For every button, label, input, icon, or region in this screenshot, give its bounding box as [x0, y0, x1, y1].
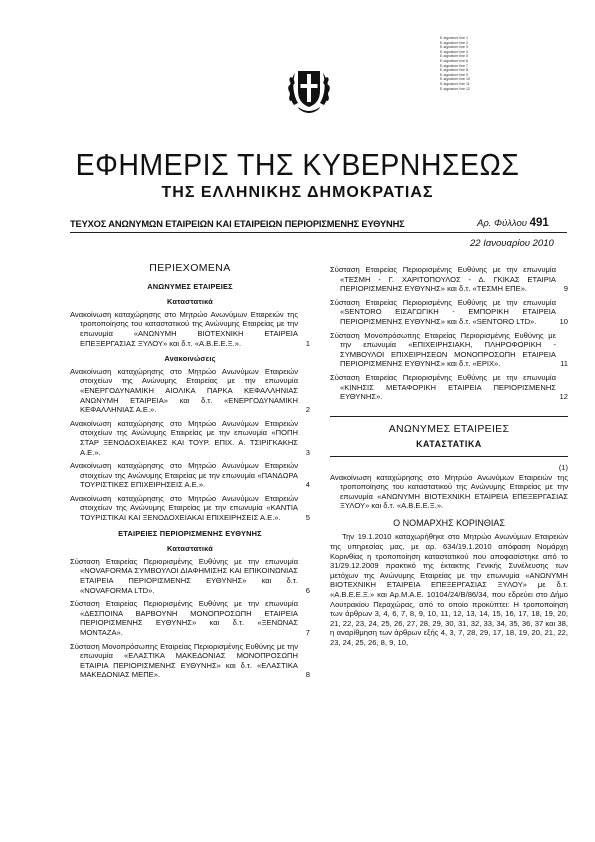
signature-stamp: [440, 36, 510, 91]
toc-entry-page: 7: [305, 628, 310, 637]
toc-entry-page: 12: [559, 392, 568, 402]
toc-section-subheading: Καταστατικά: [166, 544, 213, 554]
stamp-line: E-signature line 6: [440, 58, 468, 63]
toc-entry[interactable]: [70, 557, 310, 595]
toc-entry-page: 4: [305, 480, 310, 490]
header-rule: [70, 232, 567, 233]
toc-entry-page: 10: [559, 316, 568, 326]
toc-entry[interactable]: [70, 461, 310, 490]
announcement-title: Ανακοίνωση καταχώρησης στο Μητρώο Ανωνύμων Εταιρειών της τροποποίησης του καταστατικού της Ανώνυμης Εταιρείας με την επωνυμία «ΑΝΩΝΥΜΗ ΒΙΟΤΕΧΝΙΚΗ ΕΤΑΙΡΕΙΑ ΕΠΕΞΕΡΓΑΣΙΑΣ ΞΥΛΟΥ» και δ.τ. «Α.Β.Ε.Ε.Ξ.».: [330, 472, 568, 511]
toc-entry-page: 1: [305, 338, 310, 348]
toc-entry[interactable]: [70, 310, 310, 348]
prefect-heading: Ο ΝΟΜΑΡΧΗΣ ΚΟΡΙΝΘΙΑΣ: [393, 517, 505, 528]
gazette-subtitle: ΤΗΣ ΕΛΛΗΝΙΚΗΣ ΔΗΜΟΚΡΑΤΙΑΣ: [161, 184, 434, 201]
toc-entry-text: Ανακοίνωση καταχώρησης στο Μητρώο Ανωνύμων Εταιρειών της τροποποίησης του καταστατικού της Ανώνυμης Εταιρείας με την επωνυμία «ΑΝΩΝΥΜΗ ΒΙΟΤΕΧΝΙΚΗ ΕΤΑΙΡΕΙΑ ΕΠΕΞΕΡΓΑΣΙΑΣ ΞΥΛΟΥ» και δ.τ. «Α.Β.Ε.Ε.Ξ.».: [70, 309, 298, 348]
toc-entry-text: Ανακοίνωση καταχώρησης στο Μητρώο Ανωνύμων Εταιρειών στοιχείων της Ανώνυμης Εταιρείας με την επωνυμία «ΠΟΠΗ ΣΤΑΡ ΞΕΝΟΔΟΧΕΙΑΚΕΣ ΚΑΙ ΤΟΥΡ. ΕΠΙΧ. Α. ΤΣΙΡΙΓΚΑΚΗΣ Α.Ε.».: [70, 418, 298, 457]
stamp-line: E-signature line 7: [440, 63, 468, 68]
stamp-line: E-signature line 8: [440, 68, 468, 73]
stamp-line: E-signature line 2: [440, 40, 468, 45]
toc-entry-text: Ανακοίνωση καταχώρησης στο Μητρώο Ανωνύμων Εταιρειών στοιχείων της Ανώνυμης Εταιρείας με την επωνυμία «ΚΑΝΤΙΑ ΤΟΥΡΙΣΤΙΚΑΙ ΚΑΙ ΞΕΝΟΔΟΧΕΙΑΚΑΙ ΕΠΙΧΕΙΡΗΣΕΙΣ Α.Ε.».: [70, 493, 298, 523]
toc-section-subheading: Ανακοινώσεις: [164, 354, 216, 364]
toc-entry[interactable]: [70, 494, 310, 523]
stamp-line: E-signature line 10: [440, 77, 470, 82]
right-column: [330, 265, 568, 648]
toc-entry[interactable]: [330, 373, 568, 402]
toc-entry-page: 11: [560, 359, 568, 369]
toc-section-heading: ΕΤΑΙΡΕΙΕΣ ΠΕΡΙΟΡΙΣΜΕΝΗΣ ΕΥΘΥΝΗΣ: [118, 528, 262, 538]
body-paragraph: Την 19.1.2010 καταχωρήθηκε στο Μητρώο Ανωνύμων Εταιρειών της υπηρεσίας μας, με αρ. 634/19.1.2010 απόφαση Νομάρχη Κορινθίας η τροποποίηση καταστατικού που αποφασίστηκε από το 31/29.12.2009 πρακτικό της έκτακτης Γενικής Συνέλευσης των μετόχων της Ανώνυμης Εταιρείας με την επωνυμία «ΑΝΩΝΥΜΗ ΒΙΟΤΕΧΝΙΚΗ ΕΤΑΙΡΕΙΑ ΕΠΕΞΕΡΓΑΣΙΑΣ ΞΥΛΟΥ» με δ.τ. «Α.Β.Ε.Ε.Ξ.» και Αρ.Μ.Α.Ε. 10104/24/Β/86/34, που εδρεύει στο Δήμο Λουτρακίου Περαχώρας, από το οποίο προκύπτει: Η τροποποίηση των άρθρων 3, 4, 6, 7, 8, 9, 10, 11, 12, 13, 14, 15, 16, 17, 18, 19, 20, 21, 22, 23, 24, 25, 26, 27, 28, 29, 30, 31, 32, 33, 34, 35, 36, 37 και 38, η αναρίθμηση των άρθρων εξής 4, 3, 7, 28, 29, 17, 18, 19, 20, 21, 22, 23, 24, 25, 26, 8, 9, 10,: [330, 532, 568, 647]
stamp-line: E-signature line 11: [440, 81, 470, 86]
toc-entry-page: 3: [305, 447, 310, 457]
issue-date: 22 Ιανουαρίου 2010: [470, 238, 554, 249]
toc-entry-page: 5: [305, 513, 310, 523]
body-section-subheading: ΚΑΤΑΣΤΑΤΙΚΑ: [330, 440, 568, 457]
toc-entry[interactable]: [330, 265, 568, 294]
stamp-line: E-signature line 3: [440, 45, 468, 50]
toc-entry[interactable]: [330, 298, 568, 327]
stamp-line: E-signature line 4: [440, 49, 468, 54]
toc-section-subheading: Καταστατικά: [166, 297, 213, 307]
toc-entry-text: Σύσταση Εταιρείας Περιορισμένης Ευθύνης με την επωνυμία «NOVAFORMA ΣΥΜΒΟΥΛΟΙ ΔΙΑΦΗΜΙΣΗΣ ΚΑΙ ΕΠΙΚΟΙΝΩΝΙΑΣ ΕΤΑΙΡΕΙΑ ΠΕΡΙΟΡΙΣΜΕΝΗΣ ΕΥΘΥΝΗΣ» και δ.τ. «NOVAFORMA LTD».: [70, 556, 298, 595]
toc-entry-text: Ανακοίνωση καταχώρησης στο Μητρώο Ανωνύμων Εταιρειών στοιχείων της Ανώνυμης Εταιρείας με την επωνυμία «ΠΑΝΔΩΡΑ ΤΟΥΡΙΣΤΙΚΕΣ ΕΠΙΧΕΙΡΗΣΕΙΣ Α.Ε.».: [70, 461, 298, 490]
toc-entry-page: 9: [563, 284, 568, 294]
toc-column-left: [70, 264, 310, 684]
article-number: (1): [558, 462, 568, 472]
toc-entry[interactable]: [70, 419, 310, 457]
toc-entry-text: Σύσταση Μονοπρόσωπης Εταιρείας Περιορισμένης Ευθύνης με την επωνυμία «ΕΛΑΣΤΙΚΑ ΜΑΚΕΔΟΝΙΑΣ ΜΟΝΟΠΡΟΣΩΠΗ ΕΤΑΙΡΙΑ ΠΕΡΙΟΡΙΣΜΕΝΗΣ ΕΥΘΥΝΗΣ» και δ.τ. «ΕΛΑΣΤΙΚΑ ΜΑΚΕΔΟΝΙΑΣ ΜΕΠΕ».: [70, 641, 298, 680]
sheet-label: Αρ. Φύλλου: [477, 218, 527, 229]
toc-entry-continued[interactable]: [70, 642, 310, 680]
stamp-line: E-signature line 1: [440, 36, 468, 40]
toc-entry-text: Σύσταση Εταιρείας Περιορισμένης Ευθύνης με την επωνυμία «SENTORO ΕΙΣΑΓΩΓΙΚΗ - ΕΜΠΟΡΙΚΗ ΕΤΑΙΡΕΙΑ ΠΕΡΙΟΡΙΣΜΕΝΗΣ ΕΥΘΥΝΗΣ» και δ.τ. «SENTORO LTD».: [330, 297, 556, 326]
toc-entry[interactable]: [330, 331, 568, 369]
issue-type: ΤΕΥΧΟΣ ΑΝΩΝΥΜΩΝ ΕΤΑΙΡΕΙΩΝ ΚΑΙ ΕΤΑΙΡΕΙΩΝ ΠΕΡΙΟΡΙΣΜΕΝΗΣ ΕΥΘΥΝΗΣ: [70, 219, 405, 229]
toc-entry-text: Σύσταση Εταιρείας Περιορισμένης Ευθύνης με την επωνυμία «ΤΕΣΜΗ - Γ. ΧΑΡΙΤΟΠΟΥΛΟΣ - Δ. ΓΚΙΚΑΣ ΕΤΑΙΡΙΑ ΠΕΡΙΟΡΙΣΜΕΝΗΣ ΕΥΘΥΝΗΣ» και δ.τ. «ΤΕΣΜΗ ΕΠΕ».: [330, 265, 556, 294]
toc-entry-text: Σύσταση Εταιρείας Περιορισμένης Ευθύνης με την επωνυμία «ΔΕΣΠΟΙΝΑ ΒΑΡΒΟΥΝΗ ΜΟΝΟΠΡΟΣΩΠΗ ΕΤΑΙΡΕΙΑ ΠΕΡΙΟΡΙΣΜΕΝΗΣ ΕΥΘΥΝΗΣ» και δ.τ. «ΞΕΝΩΝΑΣ ΜΟΝΤΑΖΑ».: [70, 599, 298, 637]
body-section-heading: ΑΝΩΝΥΜΕΣ ΕΤΑΙΡΕΙΕΣ: [330, 416, 568, 435]
toc-entry[interactable]: [70, 367, 310, 415]
coat-of-arms-icon: [286, 61, 332, 117]
toc-entry-text: Σύσταση Εταιρείας Περιορισμένης Ευθύνης με την επωνυμία «ΚΙΝΗΣΙΣ ΜΕΤΑΦΟΡΙΚΗ ΕΤΑΙΡΕΙΑ ΠΕΡΙΟΡΙΣΜΕΝΗΣ ΕΥΘΥΝΗΣ».: [330, 372, 556, 402]
toc-entry[interactable]: [70, 599, 310, 637]
stamp-line: E-signature line 9: [440, 72, 468, 77]
toc-title: ΠΕΡΙΕΧΟΜΕΝΑ: [149, 262, 231, 274]
toc-entry-text: Ανακοίνωση καταχώρησης στο Μητρώο Ανωνύμων Εταιρειών στοιχείων της Ανώνυμης Εταιρείας με την επωνυμία «ΕΝΕΡΓΟΔΥΝΑΜΙΚΗ ΑΙΟΛΙΚΑ ΠΑΡΚΑ ΚΕΦΑΛΛΗΝΙΑΣ ΑΝΩΝΥΜΗ ΕΤΑΙΡΕΙΑ» και δ.τ. «ΕΝΕΡΓΟΔΥΝΑΜΙΚΗ ΚΕΦΑΛΛΗΝΙΑΣ Α.Ε.».: [70, 366, 298, 415]
toc-entry-page: 2: [305, 405, 310, 415]
stamp-line: E-signature line 5: [440, 54, 468, 59]
gazette-title: ΕΦΗΜΕΡΙΣ ΤΗΣ ΚΥΒΕΡΝΗΣΕΩΣ: [75, 147, 520, 182]
sheet-number: [477, 217, 549, 229]
sheet-number-value: 491: [529, 217, 549, 229]
stamp-line: E-signature line 12: [440, 86, 470, 91]
toc-entry-text: Σύσταση Μονοπρόσωπης Εταιρείας Περιορισμένης Ευθύνης με την επωνυμία «ΕΠΙΧΕΙΡΗΣΙΑΚΗ, ΠΛΗΡΟΦΟΡΙΚΗ - ΣΥΜΒΟΥΛΟΙ ΕΠΙΧΕΙΡΗΣΕΩΝ ΜΟΝΟΠΡΟΣΩΠΗ ΕΤΑΙΡΕΙΑ ΠΕΡΙΟΡΙΣΜΕΝΗΣ ΕΥΘΥΝΗΣ» και δ.τ. «ΕΡΙΧ».: [330, 330, 556, 369]
toc-section-heading: ΑΝΩΝΥΜΕΣ ΕΤΑΙΡΕΙΕΣ: [147, 281, 233, 291]
toc-entry-page: 6: [305, 585, 310, 595]
toc-entry-page: 8: [305, 670, 310, 680]
